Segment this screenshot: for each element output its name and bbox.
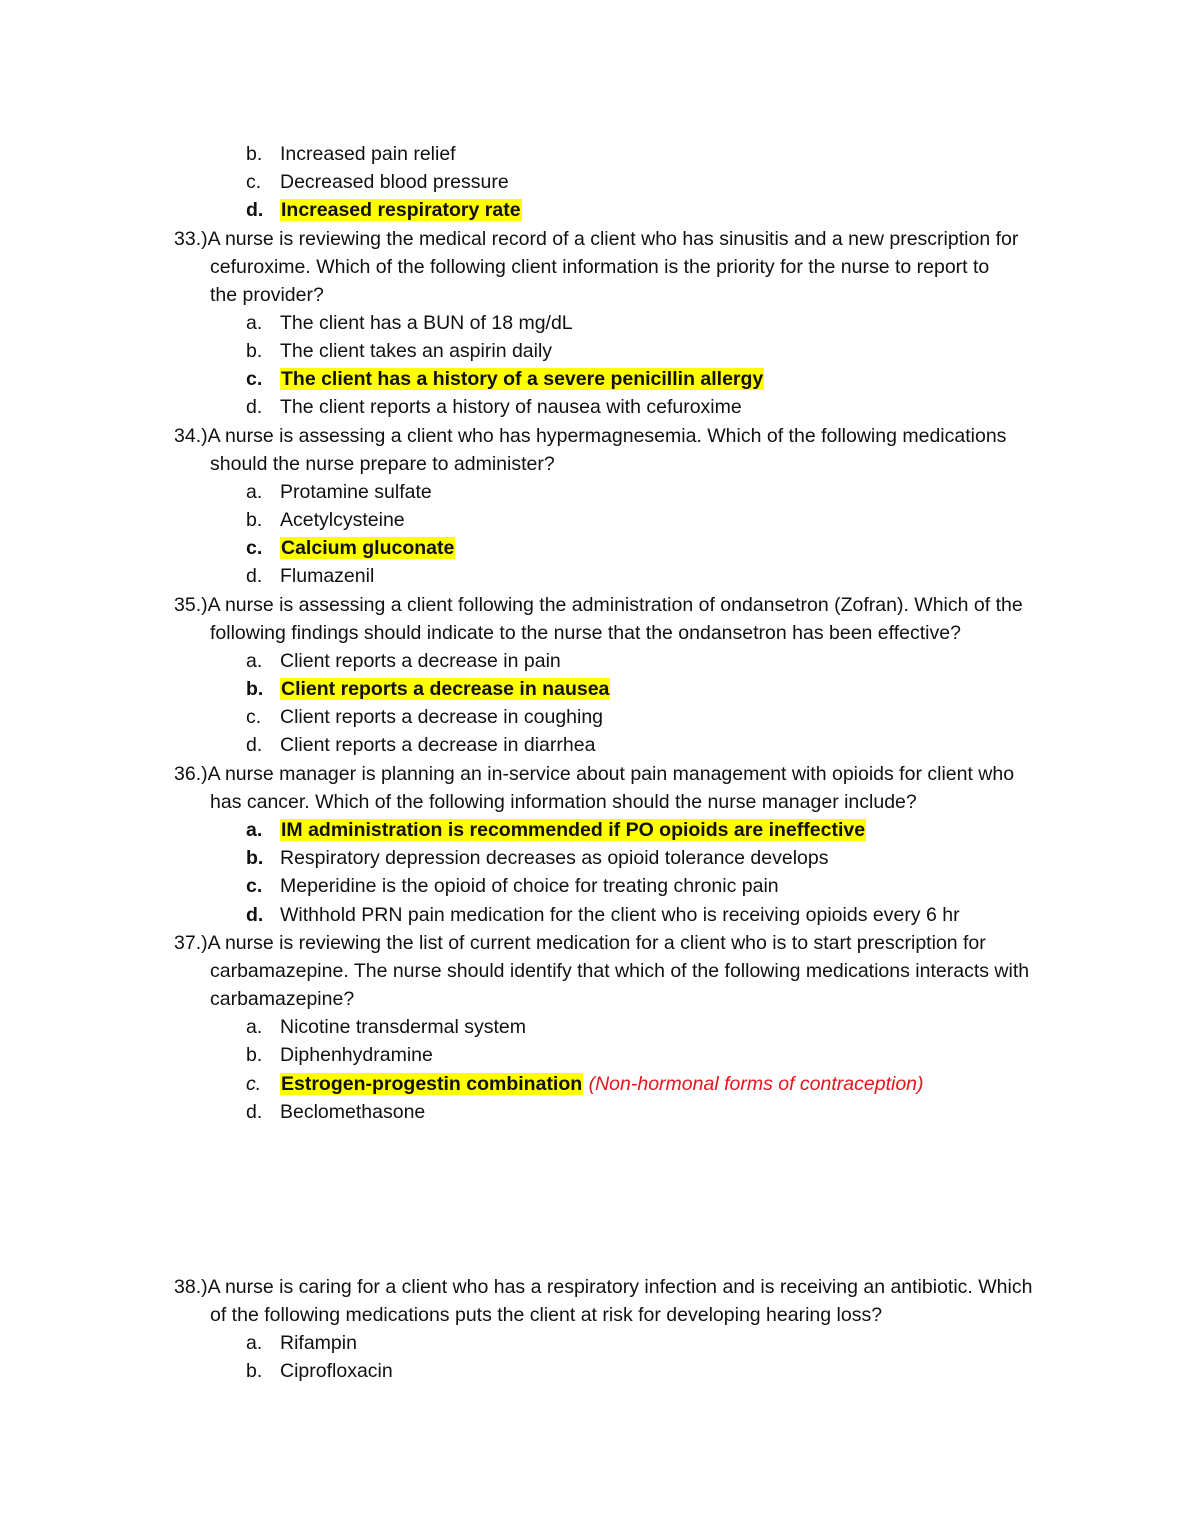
option-text-wrap [280,196,522,224]
option-label: b. [246,143,263,165]
question-text: of the following medications puts the client at risk for developing hearing loss? [210,1304,883,1326]
question-text: carbamazepine? [210,988,355,1010]
option-label: b. [246,1360,263,1382]
highlighted-answer: IM administration is recommended if PO opioids are ineffective [281,819,866,841]
option-text-wrap [280,1070,924,1098]
option-label: a. [246,1016,263,1038]
option-text: Client reports a decrease in pain [280,650,561,672]
option-text-wrap [280,365,764,393]
option-label: b. [246,678,264,700]
option-label: b. [246,340,263,362]
option-label: c. [246,875,263,897]
question-text: 34.)A nurse is assessing a client who has hypermagnesemia. Which of the following medications [174,425,1007,447]
option-text: Diphenhydramine [280,1044,433,1066]
option-label: d. [246,565,263,587]
option-text: Ciprofloxacin [280,1360,393,1382]
highlighted-answer: Estrogen-progestin combination [281,1073,583,1095]
option-label: c. [246,537,263,559]
option-label: d. [246,199,264,221]
question-text: 36.)A nurse manager is planning an in-service about pain management with opioids for client who [174,763,1015,785]
option-label: c. [246,706,262,728]
option-text: Increased pain relief [280,143,456,165]
option-label: c. [246,1073,262,1095]
option-text: Decreased blood pressure [280,171,509,193]
option-text: The client has a BUN of 18 mg/dL [280,312,573,334]
option-text: Acetylcysteine [280,509,405,531]
question-text: 33.)A nurse is reviewing the medical record of a client who has sinusitis and a new prescription for [174,228,1019,250]
option-label: d. [246,734,263,756]
question-text: should the nurse prepare to administer? [210,453,555,475]
question-text: the provider? [210,284,324,306]
question-text: carbamazepine. The nurse should identify that which of the following medications interacts with [210,960,1030,982]
option-text: Client reports a decrease in diarrhea [280,734,596,756]
option-label: b. [246,509,263,531]
option-text: Nicotine transdermal system [280,1016,526,1038]
option-label: d. [246,1101,263,1123]
option-label: c. [246,171,262,193]
option-text-wrap [280,675,610,703]
option-text-wrap [280,816,866,844]
option-label: a. [246,819,263,841]
highlighted-answer: The client has a history of a severe penicillin allergy [281,368,764,390]
question-text: cefuroxime. Which of the following client information is the priority for the nurse to report to [210,256,990,278]
option-text-wrap [280,534,455,562]
option-text: Respiratory depression decreases as opioid tolerance develops [280,847,829,869]
option-text: Rifampin [280,1332,357,1354]
question-text: 37.)A nurse is reviewing the list of current medication for a client who is to start prescription for [174,932,986,954]
option-text: Client reports a decrease in coughing [280,706,604,728]
option-text: The client reports a history of nausea with cefuroxime [280,396,742,418]
option-label: a. [246,312,263,334]
question-text: has cancer. Which of the following information should the nurse manager include? [210,791,917,813]
option-text: The client takes an aspirin daily [280,340,553,362]
option-label: a. [246,481,263,503]
highlighted-answer: Increased respiratory rate [281,199,521,221]
highlighted-answer: Calcium gluconate [281,537,455,559]
answer-note: (Non-hormonal forms of contraception) [588,1073,924,1095]
option-text: Flumazenil [280,565,375,587]
highlighted-answer: Client reports a decrease in nausea [281,678,610,700]
option-label: b. [246,1044,263,1066]
option-label: d. [246,396,263,418]
option-text: Withhold PRN pain medication for the client who is receiving opioids every 6 hr [280,904,960,926]
option-text: Beclomethasone [280,1101,426,1123]
question-text: 35.)A nurse is assessing a client following the administration of ondansetron (Zofran). Which of the [174,594,1023,616]
question-text: 38.)A nurse is caring for a client who has a respiratory infection and is receiving an antibiotic. Which [174,1276,1033,1298]
question-text: following findings should indicate to the nurse that the ondansetron has been effective? [210,622,961,644]
option-label: d. [246,904,264,926]
option-label: a. [246,650,263,672]
option-text: Meperidine is the opioid of choice for treating chronic pain [280,875,779,897]
option-label: a. [246,1332,263,1354]
option-label: b. [246,847,264,869]
option-label: c. [246,368,263,390]
option-text: Protamine sulfate [280,481,432,503]
